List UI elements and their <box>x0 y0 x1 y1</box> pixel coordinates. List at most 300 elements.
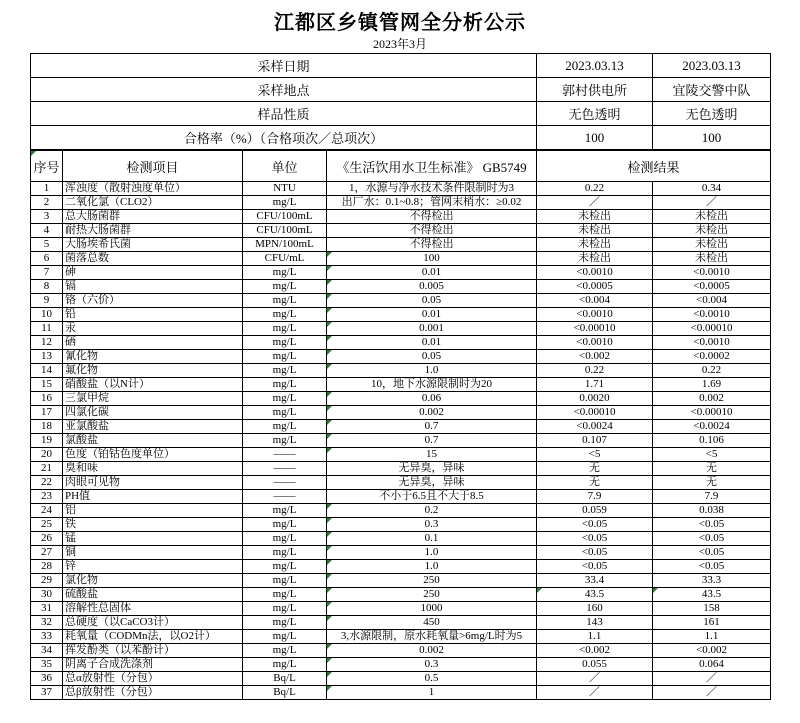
result-row <box>31 252 771 266</box>
row-index: 17 <box>31 406 63 420</box>
result-site-1: <0.0005 <box>537 280 653 294</box>
row-index: 7 <box>31 266 63 280</box>
standard-limit: 0.7 <box>327 420 537 434</box>
row-index: 5 <box>31 238 63 252</box>
info-value-site-2: 100 <box>653 126 771 150</box>
standard-limit: 不得检出 <box>327 210 537 224</box>
standard-limit: 250 <box>327 588 537 602</box>
item-unit: mg/L <box>243 574 327 588</box>
standard-limit: 1，水源与净水技术条件限制时为3 <box>327 182 537 196</box>
result-row <box>31 644 771 658</box>
result-site-2: 未检出 <box>653 252 771 266</box>
item-unit: mg/L <box>243 378 327 392</box>
standard-limit: 不得检出 <box>327 238 537 252</box>
excel-error-flag-icon <box>327 686 332 691</box>
result-site-1: 0.22 <box>537 182 653 196</box>
item-name: 亚氯酸盐 <box>63 420 243 434</box>
standard-limit: 0.1 <box>327 532 537 546</box>
standard-limit: 1.0 <box>327 364 537 378</box>
result-site-2: <0.0010 <box>653 308 771 322</box>
result-row <box>31 322 771 336</box>
item-name: 氯化物 <box>63 574 243 588</box>
info-value-site-1: 100 <box>537 126 653 150</box>
notice-document <box>0 10 800 700</box>
result-site-2: 0.002 <box>653 392 771 406</box>
col-header-item: 检测项目 <box>63 151 243 182</box>
result-site-1: 无 <box>537 462 653 476</box>
item-name: 铝 <box>63 504 243 518</box>
excel-error-flag-icon <box>327 350 332 355</box>
excel-error-flag-icon <box>327 406 332 411</box>
result-site-2: 161 <box>653 616 771 630</box>
result-site-2: 33.3 <box>653 574 771 588</box>
item-name: 总硬度（以CaCO3计） <box>63 616 243 630</box>
excel-error-flag-icon <box>327 420 332 425</box>
item-name: 铁 <box>63 518 243 532</box>
result-site-1: 160 <box>537 602 653 616</box>
item-name: 阴离子合成洗涤剂 <box>63 658 243 672</box>
info-label: 采样地点 <box>31 78 537 102</box>
row-index: 21 <box>31 462 63 476</box>
result-site-2: 无 <box>653 462 771 476</box>
item-name: 总α放射性（分包） <box>63 672 243 686</box>
excel-error-flag-icon <box>327 546 332 551</box>
item-unit: mg/L <box>243 420 327 434</box>
result-site-2: <0.00010 <box>653 322 771 336</box>
item-unit: CFU/100mL <box>243 224 327 238</box>
page-title: 江都区乡镇管网全分析公示 <box>274 12 526 34</box>
item-name: 氰化物 <box>63 350 243 364</box>
standard-limit: 不小于6.5且不大于8.5 <box>327 490 537 504</box>
row-index: 34 <box>31 644 63 658</box>
result-site-2: <0.002 <box>653 644 771 658</box>
standard-limit: 0.005 <box>327 280 537 294</box>
result-site-1: 0.055 <box>537 658 653 672</box>
item-unit: mg/L <box>243 658 327 672</box>
result-row <box>31 588 771 602</box>
row-index: 33 <box>31 630 63 644</box>
result-row <box>31 658 771 672</box>
excel-error-flag-icon <box>327 252 332 257</box>
standard-limit: 0.002 <box>327 406 537 420</box>
result-site-1: <0.05 <box>537 546 653 560</box>
excel-error-flag-icon <box>327 602 332 607</box>
row-index: 2 <box>31 196 63 210</box>
sample-info-table <box>30 53 771 150</box>
result-site-2: <0.0010 <box>653 336 771 350</box>
item-name: 菌落总数 <box>63 252 243 266</box>
excel-error-flag-icon <box>327 308 332 313</box>
result-site-1: ／ <box>537 672 653 686</box>
excel-error-flag-icon <box>327 280 332 285</box>
info-row <box>31 78 771 102</box>
excel-error-flag-icon <box>327 448 332 453</box>
result-row <box>31 210 771 224</box>
item-unit: mg/L <box>243 560 327 574</box>
item-unit: MPN/100mL <box>243 238 327 252</box>
item-name: 总β放射性（分包） <box>63 686 243 700</box>
item-name: 硝酸盐（以N计） <box>63 378 243 392</box>
row-index: 8 <box>31 280 63 294</box>
result-row <box>31 476 771 490</box>
standard-limit: 0.002 <box>327 644 537 658</box>
item-name: 氟化物 <box>63 364 243 378</box>
result-row <box>31 406 771 420</box>
excel-error-flag-icon <box>327 364 332 369</box>
result-site-2: 0.064 <box>653 658 771 672</box>
result-site-1: <0.05 <box>537 532 653 546</box>
excel-error-flag-icon <box>327 560 332 565</box>
result-site-2: 未检出 <box>653 224 771 238</box>
result-site-1: 143 <box>537 616 653 630</box>
row-index: 27 <box>31 546 63 560</box>
row-index: 31 <box>31 602 63 616</box>
result-row <box>31 672 771 686</box>
result-site-2: 0.106 <box>653 434 771 448</box>
result-site-1: <0.004 <box>537 294 653 308</box>
excel-error-flag-icon <box>327 532 332 537</box>
result-site-2: 7.9 <box>653 490 771 504</box>
item-unit: mg/L <box>243 630 327 644</box>
result-row <box>31 616 771 630</box>
standard-limit: 0.3 <box>327 518 537 532</box>
item-unit: mg/L <box>243 616 327 630</box>
row-index: 4 <box>31 224 63 238</box>
item-unit: mg/L <box>243 406 327 420</box>
result-site-1: 0.0020 <box>537 392 653 406</box>
result-row <box>31 420 771 434</box>
result-site-2: ／ <box>653 686 771 700</box>
item-unit: —— <box>243 462 327 476</box>
item-unit: mg/L <box>243 350 327 364</box>
item-unit: Bq/L <box>243 672 327 686</box>
result-site-1: 1.1 <box>537 630 653 644</box>
row-index: 14 <box>31 364 63 378</box>
item-unit: mg/L <box>243 644 327 658</box>
col-header-unit: 单位 <box>243 151 327 182</box>
row-index: 25 <box>31 518 63 532</box>
standard-limit: 无异臭，异味 <box>327 476 537 490</box>
standard-limit: 1 <box>327 686 537 700</box>
result-row <box>31 532 771 546</box>
item-name: PH值 <box>63 490 243 504</box>
row-index: 15 <box>31 378 63 392</box>
excel-error-flag-icon <box>327 294 332 299</box>
result-site-2: <0.05 <box>653 518 771 532</box>
item-name: 硫酸盐 <box>63 588 243 602</box>
row-index: 11 <box>31 322 63 336</box>
result-site-1: <0.002 <box>537 350 653 364</box>
row-index: 18 <box>31 420 63 434</box>
standard-limit: 100 <box>327 252 537 266</box>
row-index: 28 <box>31 560 63 574</box>
item-name: 总大肠菌群 <box>63 210 243 224</box>
row-index: 29 <box>31 574 63 588</box>
result-row <box>31 630 771 644</box>
standard-limit: 10，地下水源限制时为20 <box>327 378 537 392</box>
item-unit: mg/L <box>243 392 327 406</box>
result-site-2: <0.0002 <box>653 350 771 364</box>
result-site-1: <0.05 <box>537 560 653 574</box>
result-site-1: ／ <box>537 196 653 210</box>
item-unit: mg/L <box>243 546 327 560</box>
result-site-1: <0.0024 <box>537 420 653 434</box>
result-row <box>31 266 771 280</box>
standard-limit: 1000 <box>327 602 537 616</box>
result-site-2: 43.5 <box>653 588 771 602</box>
result-site-2: 0.22 <box>653 364 771 378</box>
result-site-2: 1.69 <box>653 378 771 392</box>
item-name: 汞 <box>63 322 243 336</box>
result-row <box>31 182 771 196</box>
standard-limit: 无异臭，异味 <box>327 462 537 476</box>
item-name: 氯酸盐 <box>63 434 243 448</box>
row-index: 26 <box>31 532 63 546</box>
result-row <box>31 196 771 210</box>
result-site-1: <0.0010 <box>537 336 653 350</box>
item-unit: mg/L <box>243 364 327 378</box>
result-site-2: <0.0024 <box>653 420 771 434</box>
excel-error-flag-icon <box>327 518 332 523</box>
standard-limit: 0.7 <box>327 434 537 448</box>
excel-error-flag-icon <box>327 672 332 677</box>
results-table-body <box>31 182 771 700</box>
item-unit: —— <box>243 476 327 490</box>
result-row <box>31 224 771 238</box>
item-unit: —— <box>243 490 327 504</box>
standard-limit: 0.001 <box>327 322 537 336</box>
result-site-1: <0.05 <box>537 518 653 532</box>
col-header-result: 检测结果 <box>537 151 771 182</box>
item-unit: mg/L <box>243 308 327 322</box>
result-site-1: 7.9 <box>537 490 653 504</box>
item-name: 大肠埃希氏菌 <box>63 238 243 252</box>
info-value-site-1: 2023.03.13 <box>537 54 653 78</box>
result-row <box>31 602 771 616</box>
result-site-2: 158 <box>653 602 771 616</box>
excel-error-flag-icon <box>327 336 332 341</box>
result-site-2: ／ <box>653 672 771 686</box>
standard-limit: 0.06 <box>327 392 537 406</box>
standard-limit: 250 <box>327 574 537 588</box>
excel-error-flag-icon <box>327 322 332 327</box>
result-site-1: 无 <box>537 476 653 490</box>
result-row <box>31 574 771 588</box>
item-unit: NTU <box>243 182 327 196</box>
excel-error-flag-icon <box>327 504 332 509</box>
row-index: 9 <box>31 294 63 308</box>
result-site-1: 未检出 <box>537 224 653 238</box>
row-index: 1 <box>31 182 63 196</box>
item-name: 耗氧量（CODMn法，以O2计） <box>63 630 243 644</box>
result-row <box>31 560 771 574</box>
item-name: 肉眼可见物 <box>63 476 243 490</box>
result-row <box>31 294 771 308</box>
col-header-index-label: 序号 <box>33 159 60 175</box>
item-unit: mg/L <box>243 266 327 280</box>
result-row <box>31 364 771 378</box>
result-site-2: <0.004 <box>653 294 771 308</box>
result-row <box>31 686 771 700</box>
result-site-2: <0.05 <box>653 532 771 546</box>
result-row <box>31 490 771 504</box>
row-index: 32 <box>31 616 63 630</box>
excel-error-flag-icon <box>327 644 332 649</box>
result-row <box>31 336 771 350</box>
info-value-site-2: 2023.03.13 <box>653 54 771 78</box>
item-unit: mg/L <box>243 602 327 616</box>
result-site-1: <0.0010 <box>537 308 653 322</box>
item-name: 锰 <box>63 532 243 546</box>
item-name: 砷 <box>63 266 243 280</box>
result-site-2: 未检出 <box>653 210 771 224</box>
excel-error-flag-icon <box>327 658 332 663</box>
row-index: 20 <box>31 448 63 462</box>
item-name: 镉 <box>63 280 243 294</box>
item-name: 二氧化氯（CLO2） <box>63 196 243 210</box>
item-unit: CFU/mL <box>243 252 327 266</box>
result-site-1: <0.00010 <box>537 406 653 420</box>
result-row <box>31 392 771 406</box>
excel-error-flag-icon <box>31 151 36 156</box>
item-name: 铬（六价） <box>63 294 243 308</box>
item-name: 色度（铂钴色度单位） <box>63 448 243 462</box>
info-value-site-2: 无色透明 <box>653 102 771 126</box>
result-row <box>31 518 771 532</box>
result-site-2: 1.1 <box>653 630 771 644</box>
item-name: 浑浊度（散射浊度单位） <box>63 182 243 196</box>
page-subtitle: 2023年3月 <box>372 37 427 51</box>
item-name: 三氯甲烷 <box>63 392 243 406</box>
excel-error-flag-icon <box>537 588 542 593</box>
result-row <box>31 308 771 322</box>
standard-limit: 0.5 <box>327 672 537 686</box>
row-index: 37 <box>31 686 63 700</box>
col-header-index <box>31 151 63 182</box>
result-site-1: 未检出 <box>537 210 653 224</box>
standard-limit: 0.01 <box>327 266 537 280</box>
item-unit: mg/L <box>243 532 327 546</box>
info-row <box>31 102 771 126</box>
result-site-2: 0.34 <box>653 182 771 196</box>
excel-error-flag-icon <box>327 434 332 439</box>
standard-limit: 0.01 <box>327 336 537 350</box>
results-table <box>30 150 771 700</box>
standard-limit: 450 <box>327 616 537 630</box>
item-name: 四氯化碳 <box>63 406 243 420</box>
result-site-2: <0.05 <box>653 546 771 560</box>
standard-limit: 1.0 <box>327 560 537 574</box>
result-site-1: 0.059 <box>537 504 653 518</box>
row-index: 23 <box>31 490 63 504</box>
result-site-1: <0.0010 <box>537 266 653 280</box>
result-site-1: 1.71 <box>537 378 653 392</box>
info-label: 样品性质 <box>31 102 537 126</box>
item-unit: CFU/100mL <box>243 210 327 224</box>
row-index: 6 <box>31 252 63 266</box>
result-site-2: <5 <box>653 448 771 462</box>
result-site-1: 未检出 <box>537 252 653 266</box>
item-name: 铅 <box>63 308 243 322</box>
info-label: 采样日期 <box>31 54 537 78</box>
result-site-2: <0.00010 <box>653 406 771 420</box>
standard-limit: 0.01 <box>327 308 537 322</box>
row-index: 3 <box>31 210 63 224</box>
standard-limit: 不得检出 <box>327 224 537 238</box>
info-row <box>31 54 771 78</box>
item-name: 铜 <box>63 546 243 560</box>
result-row <box>31 238 771 252</box>
item-name: 挥发酚类（以苯酚计） <box>63 644 243 658</box>
result-row <box>31 448 771 462</box>
result-site-1: <5 <box>537 448 653 462</box>
result-site-1: <0.002 <box>537 644 653 658</box>
item-unit: mg/L <box>243 196 327 210</box>
result-site-2: 无 <box>653 476 771 490</box>
result-site-2: 0.038 <box>653 504 771 518</box>
row-index: 24 <box>31 504 63 518</box>
result-site-2: 未检出 <box>653 238 771 252</box>
item-name: 耐热大肠菌群 <box>63 224 243 238</box>
row-index: 12 <box>31 336 63 350</box>
item-unit: —— <box>243 448 327 462</box>
row-index: 13 <box>31 350 63 364</box>
result-row <box>31 434 771 448</box>
item-unit: mg/L <box>243 504 327 518</box>
item-unit: Bq/L <box>243 686 327 700</box>
standard-limit: 0.05 <box>327 350 537 364</box>
item-name: 硒 <box>63 336 243 350</box>
standard-limit: 3,水源限制，原水耗氧量>6mg/L时为5 <box>327 630 537 644</box>
item-name: 溶解性总固体 <box>63 602 243 616</box>
info-row <box>31 126 771 150</box>
row-index: 30 <box>31 588 63 602</box>
item-unit: mg/L <box>243 322 327 336</box>
result-site-2: <0.0005 <box>653 280 771 294</box>
row-index: 35 <box>31 658 63 672</box>
info-value-site-1: 郭村供电所 <box>537 78 653 102</box>
item-unit: mg/L <box>243 588 327 602</box>
result-site-1: <0.00010 <box>537 322 653 336</box>
result-site-2: ／ <box>653 196 771 210</box>
item-name: 臭和味 <box>63 462 243 476</box>
excel-error-flag-icon <box>327 616 332 621</box>
result-row <box>31 350 771 364</box>
standard-limit: 0.3 <box>327 658 537 672</box>
result-site-2: <0.05 <box>653 560 771 574</box>
standard-limit: 0.05 <box>327 294 537 308</box>
results-header-row <box>31 151 771 182</box>
result-site-1: ／ <box>537 686 653 700</box>
info-label: 合格率（%）（合格项次／总项次） <box>31 126 537 150</box>
result-site-2: <0.0010 <box>653 266 771 280</box>
sample-info-table-body <box>31 54 771 150</box>
result-site-1: 33.4 <box>537 574 653 588</box>
result-row <box>31 462 771 476</box>
info-value-site-2: 宜陵交警中队 <box>653 78 771 102</box>
result-row <box>31 504 771 518</box>
standard-limit: 出厂水：0.1~0.8；管网末梢水：≥0.02 <box>327 196 537 210</box>
excel-error-flag-icon <box>327 588 332 593</box>
item-unit: mg/L <box>243 434 327 448</box>
result-row <box>31 378 771 392</box>
col-header-standard: 《生活饮用水卫生标准》 GB5749 <box>327 151 537 182</box>
result-site-1: 0.107 <box>537 434 653 448</box>
item-unit: mg/L <box>243 518 327 532</box>
row-index: 22 <box>31 476 63 490</box>
standard-limit: 1.0 <box>327 546 537 560</box>
item-name: 锌 <box>63 560 243 574</box>
